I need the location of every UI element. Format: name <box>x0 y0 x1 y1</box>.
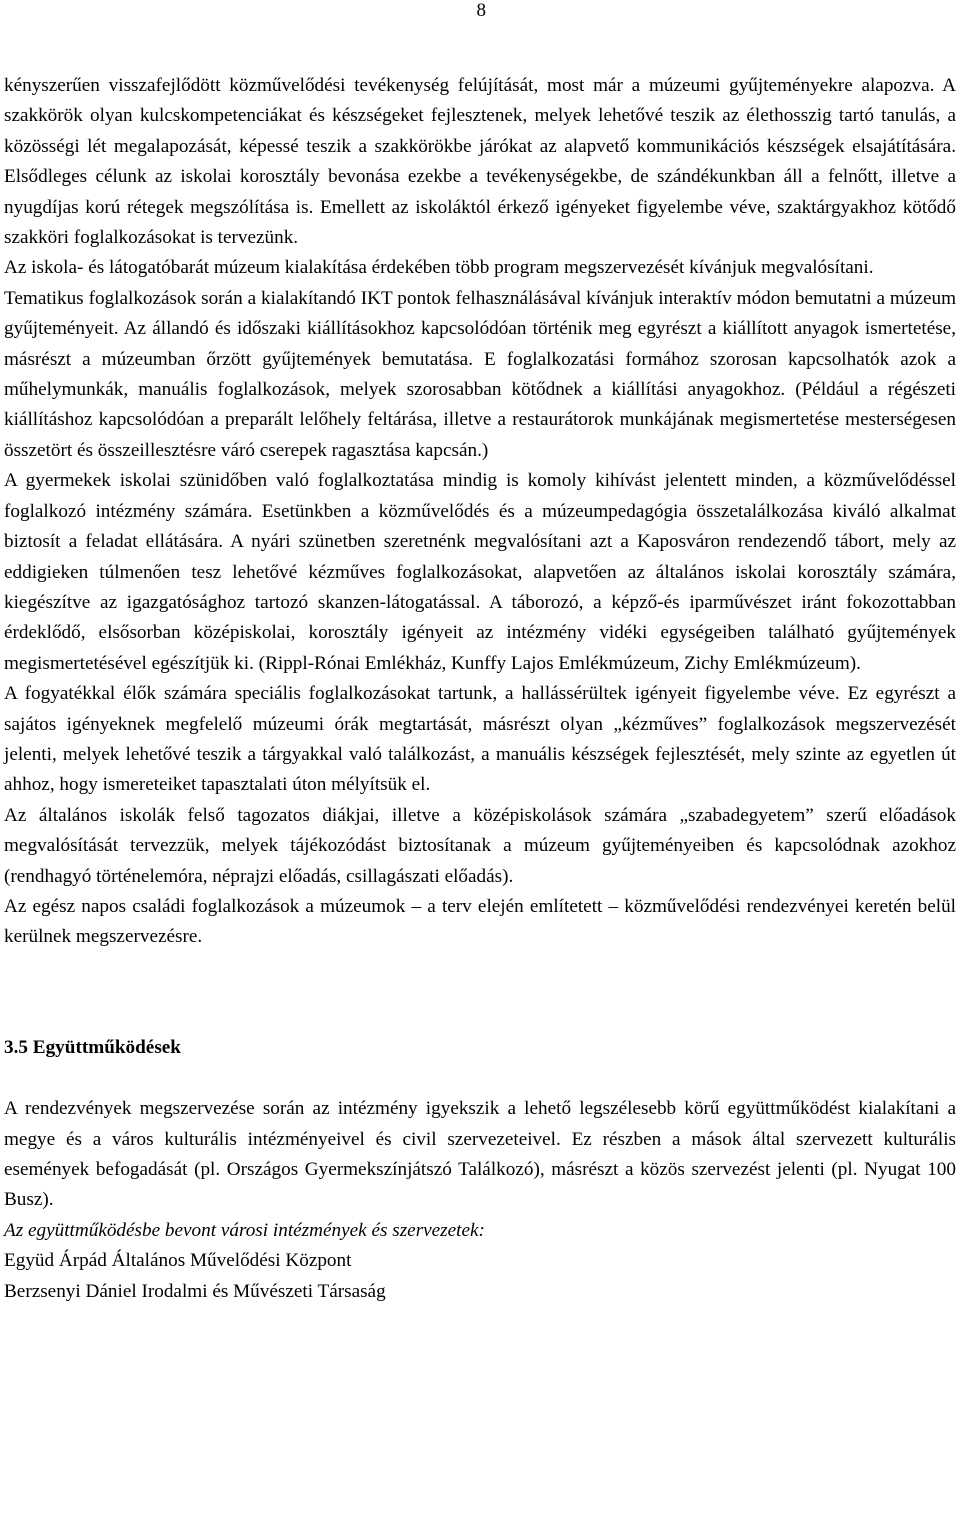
paragraph-family-programs: Az egész napos családi foglalkozások a múzeumok – a terv elején említetett – közművelődési rendezvényei keretén belül kerülnek megszervezésre. <box>4 895 956 948</box>
page-number: 8 <box>476 0 486 21</box>
paragraph-school-friendly-museum: Az iskola- és látogatóbarát múzeum kialakítása érdekében több program megszervezését kívánjuk megvalósítani. <box>4 257 874 279</box>
partner-list-item: Berzsenyi Dániel Irodalmi és Művészeti Társaság <box>4 1280 386 1302</box>
document-body <box>4 71 956 1307</box>
paragraph-free-university: Az általános iskolák felső tagozatos diákjai, illetve a középiskolások számára „szabadegyetem” szerű előadások megvalósítását tervezzük, melyek tájékozódást biztosítanak a múzeum gyűjteményeiben és kapcsolódnak azokhoz (rendhagyó történelemóra, néprajzi előadás, csillagászati előadás). <box>4 804 956 887</box>
paragraph-thematic-sessions: Tematikus foglalkozások során a kialakítandó IKT pontok felhasználásával kívánjuk interaktív módon bemutatni a múzeum gyűjteményeit. Az állandó és időszaki kiállításokhoz kapcsolódóan történik meg egyrészt a kiállított anyagok ismertetése, másrészt a múzeumban őrzött gyűjtemények bemutatása. E foglalkozatási formához szorosan kapcsolhatók azok a műhelymunkák, manuális foglalkozások, melyek szorosabban kötődnek a kiállítási anyagokhoz. (Például a régészeti kiállításhoz kapcsolódóan a preparált lelőhely feltárása, illetve a restaurátorok munkájának megismertetése mesterségesen összetört és összeillesztésre váró cserepek ragasztása kapcsán.) <box>4 287 956 461</box>
paragraph-disabled-programs: A fogyatékkal élők számára speciális foglalkozásokat tartunk, a hallássérültek igényeit figyelembe véve. Ez egyrészt a sajátos igényeknek megfelelő múzeumi órák megtartását, másrészt olyan „kézműves” foglalkozások megszervezését jelenti, melyek lehetővé teszik a tárgyakkal való találkozást, a manuális készségek fejlesztését, mely szinte az egyetlen út ahhoz, hogy ismereteiket tapasztalati úton mélyítsük el. <box>4 683 956 796</box>
section-intro-paragraph: A rendezvények megszervezése során az intézmény igyekszik a lehető legszélesebb körű együttműködést kialakítani a megye és a város kulturális intézményeivel és civil szervezeteivel. Ez részben a mások által szervezett kulturális események befogadását (pl. Országos Gyermekszínjátszó Találkozó), másrészt a közös szervezést jelenti (pl. Nyugat 100 Busz). <box>4 1098 956 1211</box>
partner-list-item: Együd Árpád Általános Művelődési Központ <box>4 1250 352 1272</box>
paragraph-summer-camp: A gyermekek iskolai szünidőben való foglalkoztatása mindig is komoly kihívást jelentett minden, a közművelődéssel foglalkozó intézmény számára. Esetünkben a közművelődés és a múzeumpedagógia összetalálkozása kiváló alkalmat biztosít a feladat ellátására. A nyári szünetben szeretnénk megvalósítani azt a Kaposváron rendezendő tábort, mely az eddigieken túlmenően tesz lehetővé kézműves foglalkozásokat, alapvetően az általános iskolai korosztály számára, kiegészítve az igazgatósághoz tartozó skanzen-látogatással. A táborozó, a képző-és iparművészet iránt fokozottabban érdeklődő, elsősorban középiskolai, korosztály igényeit az intézmény vidéki egységeiben található gyűjtemények megismertetésével egészítjük ki. (Rippl-Rónai Emlékház, Kunffy Lajos Emlékmúzeum, Zichy Emlékmúzeum). <box>4 470 956 674</box>
partner-list-title: Az együttműködésbe bevont városi intézmények és szervezetek: <box>4 1219 485 1241</box>
paragraph-club-activities: kényszerűen visszafejlődött közművelődési tevékenység felújítását, most már a múzeumi gyűjteményekre alapozva. A szakkörök olyan kulcskompetenciákat és készségeket fejlesztenek, melyek lehetővé teszik az élethosszig tartó tanulás, a közösségi lét megalapozását, képessé teszik a szakkörökbe járókat az alapvető kommunikációs készségek elsajátítására. Elsődleges célunk az iskolai korosztály bevonása ezekbe a tevékenységekbe, de szándékunkban áll a felnőtt, illetve a nyugdíjas korú rétegek megszólítása is. Emellett az iskoláktól érkező igényeket figyelembe véve, szaktárgyakhoz kötődő szakköri foglalkozásokat is tervezünk. <box>4 75 956 249</box>
section-heading: 3.5 Együttműködések <box>4 1036 181 1058</box>
